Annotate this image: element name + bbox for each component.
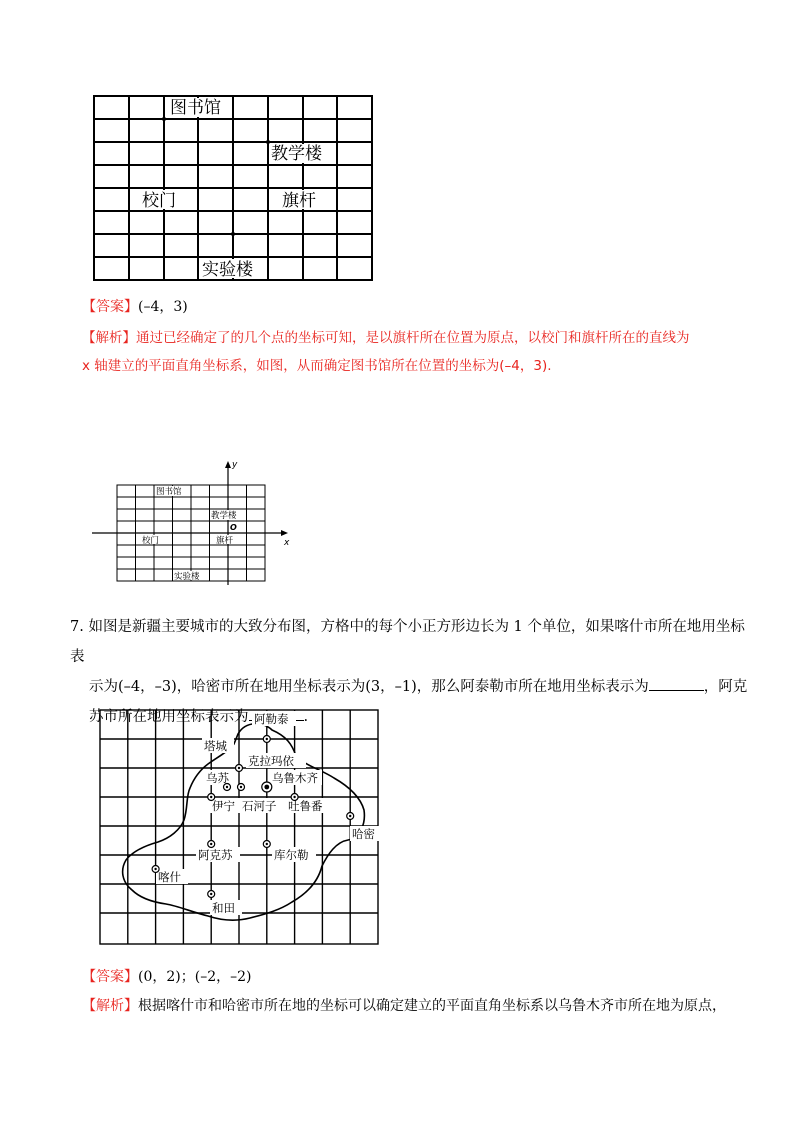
hami-label: 哈密 — [352, 827, 375, 841]
y-axis-label: y — [232, 460, 238, 470]
problem-7-line3-tail: . — [303, 709, 309, 725]
problem-7-line2 — [70, 672, 750, 702]
hotan-label: 和田 — [212, 901, 235, 915]
problem-7-line3-text: 苏市所在地用坐标表示为 — [89, 709, 249, 725]
shihezi-label: 石河子 — [242, 799, 277, 813]
analysis-tag: 【解析】 — [82, 330, 136, 346]
x-axis-arrow — [281, 530, 288, 536]
answer-tag: 【答案】 — [82, 299, 138, 315]
tacheng-label: 塔城 — [204, 739, 227, 753]
teaching-building-point — [266, 140, 270, 144]
karamay-label: 克拉玛依 — [248, 754, 294, 768]
korla-label: 库尔勒 — [274, 848, 309, 862]
library-label: 图书馆 — [170, 98, 221, 118]
x-axis-label: x — [284, 538, 290, 548]
lab-building-point — [231, 232, 235, 236]
answer-value: (–4，3) — [138, 299, 188, 315]
teaching-building-label: 教学楼 — [271, 144, 322, 164]
axes-grid-figure — [92, 455, 302, 590]
xinjiang-map-figure — [96, 706, 382, 948]
analysis-6-line2: x 轴建立的平面直角坐标系，如图，从而确定图书馆所在位置的坐标为(–4，3). — [82, 358, 552, 374]
axes-school-gate-label: 校门 — [142, 536, 160, 546]
answer-7-tag: 【答案】 — [82, 969, 138, 985]
answer-6-line — [82, 297, 188, 317]
campus-grid-figure — [90, 92, 380, 284]
axes-flagpole-label: 旗杆 — [216, 536, 234, 546]
flagpole-label: 旗杆 — [282, 191, 316, 211]
answer-7-line — [82, 967, 251, 987]
analysis-7-line — [82, 996, 726, 1016]
analysis-6-line1 — [82, 328, 690, 348]
answer-7-value: (0，2)；(–2，–2) — [138, 969, 252, 985]
wusu-label: 乌苏 — [206, 771, 229, 785]
library-point — [162, 117, 166, 121]
analysis-7-text: 根据喀什市和哈密市所在地的坐标可以确定建立的平面直角坐标系以乌鲁木齐市所在地为原点， — [138, 998, 726, 1014]
xinjiang-boundary — [123, 724, 365, 920]
analysis-7-tag: 【解析】 — [82, 998, 138, 1014]
school-gate-label: 校门 — [142, 191, 176, 211]
lab-building-label: 实验楼 — [202, 260, 253, 280]
turpan-label: 吐鲁番 — [288, 799, 323, 813]
axes-lab-building-label: 实验楼 — [174, 572, 200, 582]
aksu-label: 阿克苏 — [198, 848, 233, 862]
problem-7-line2-tail: ，阿克 — [703, 679, 748, 695]
problem-7-line1: 7. 如图是新疆主要城市的大致分布图，方格中的每个小正方形边长为 1 个单位，如果喀什市所在地用坐标表 — [70, 619, 745, 665]
origin-label: O — [230, 523, 237, 532]
urumqi-label: 乌鲁木齐 — [272, 771, 318, 785]
axes-teaching-building-label: 教学楼 — [211, 511, 237, 521]
campus-grid-lines — [94, 96, 372, 280]
altay-label: 阿勒泰 — [254, 712, 289, 726]
problem-7-line2-text: 示为(–4，–3)，哈密市所在地用坐标表示为(3，–1)，那么阿泰勒市所在地用坐标表示为 — [89, 679, 649, 695]
answer-blank-altay[interactable] — [649, 676, 704, 691]
kashgar-label: 喀什 — [158, 870, 181, 884]
yining-label: 伊宁 — [212, 799, 235, 813]
y-axis-arrow — [225, 461, 231, 468]
analysis-text-1: 通过已经确定了的几个点的坐标可知，是以旗杆所在位置为原点，以校门和旗杆所在的直线为 — [136, 330, 690, 346]
axes-library-label: 图书馆 — [156, 487, 182, 497]
